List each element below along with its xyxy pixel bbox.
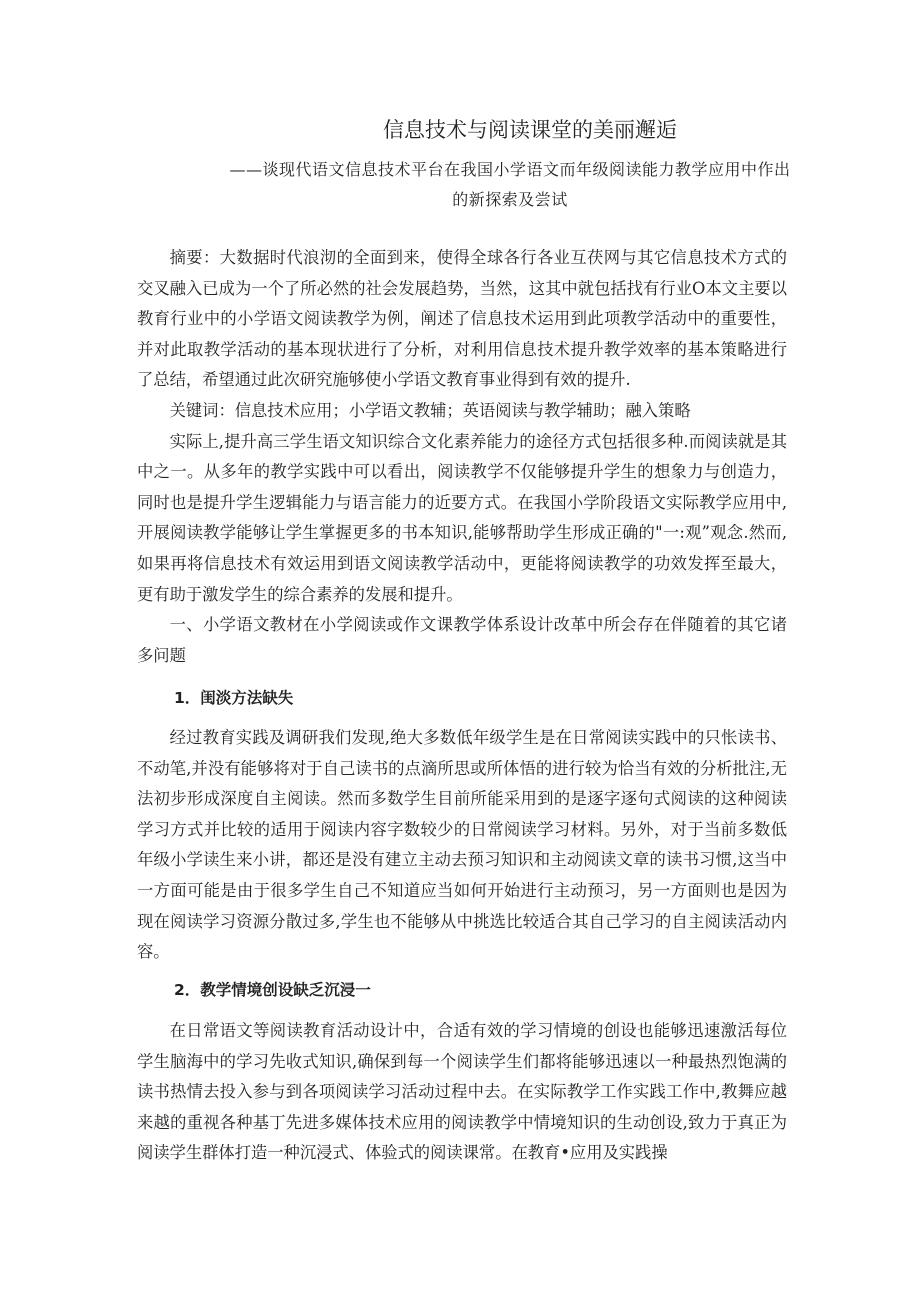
intro-paragraph: 实际上,提升高三学生语文知识综合文化素养能力的途径方式包括很多种.而阅读就是其中之一。从多年的教学实践中可以看出，阅读教学不仅能够提升学生的想象力与创造力，同时也是提升学生逻辑能力与语言能力的近要方式。在我国小学阶段语文实际教学应用中,开展阅读教学能够让学生掌握更多的书本知识,能够帮助学生形成正确的"一:观”观念.然而,如果再将信息技术有效运用到语文阅读教学活动中，更能将阅读教学的功效发挥至最大，更有助于激发学生的综合素养的发展和提升。 (137, 431, 788, 604)
section1-title: 一、小学语文教材在小学阅读或作文课教学体系设计改革中所会存在伴随着的其它诸多问题 (137, 615, 787, 665)
paragraph-1: 经过教育实践及调研我们发现,绝大多数低年级学生是在日常阅读实践中的只怅读书、不动笔,并没有能够将对于自己读书的点滴所思或所体悟的进行较为恰当有效的分析批注,无法初步形成深度自主阅读。然而多数学生目前所能采用到的是逐字逐句式阅读的这种阅读学习方式并比较的适用于阅读内容字数较少的日常阅读学习材料。另外，对于当前多数低年级小学读生来小讲，都还是没有建立主动去预习知识和主动阅读文章的读书习惯,这当中一方面可能是由于很多学生自己不知道应当如何开始进行主动预习，另一方面则也是因为现在阅读学习资源分散过多,学生也不能够从中挑选比较适合其自己学习的自主阅读活动内容。 (137, 728, 787, 962)
section2-body (137, 1016, 787, 1169)
heading-2: 2．教学情境创设缺乏沉浸一 (174, 981, 371, 999)
document-subtitle-line1: ——谈现代语文信息技术平台在我国小学语文而年级阅读能力教学应用中作出 (229, 160, 791, 179)
abstract-paragraph: 摘要：大数据时代浪沏的全面到来，使得全球各行各业互茯网与其它信息技术方式的交叉融入已成为一个了所必然的社会发展趋势，当然，这其中就包括找有行业O本文主要以教育行业中的小学语文阅读教学为例，阐述了信息技术运用到此项教学活动中的重要性，并对此取教学活动的基本现状进行了分析，对利用信息技术提升教学效率的基本策略进行了总结，希望通过此次研究施够使小学语文教育事业得到有效的提升. (137, 248, 787, 390)
section1-body (137, 723, 787, 968)
heading-1: 1．闺淡方法缺失 (174, 689, 294, 707)
document-subtitle-line2: 的新探索及尝试 (452, 190, 568, 209)
keywords-paragraph: 关键词：信息技术应用；小学语文教辅；英语阅读与教学辅助；融入策略 (169, 400, 691, 420)
paragraph-2: 在日常语文等阅读教育活动设计中，合适有效的学习情境的创设也能够迅速激活每位学生脑海中的学习先收式知识,确保到每一个阅读学生们都将能够迅速以一种最热烈饱满的读书热情去投入参与到各项阅读学习活动过程中去。在实际教学工作实践工作中,教舞应越来越的重视各种基丁先进多媒体技术应用的阅读教学中情境知识的生动创设,致力于真正为阅读学生群体打造一种沉浸式、体验式的阅读课常。在教育•应用及实践操 (137, 1021, 787, 1163)
document-title: 信息技术与阅读课堂的美丽邂逅 (383, 118, 677, 142)
abstract-block (137, 243, 787, 671)
